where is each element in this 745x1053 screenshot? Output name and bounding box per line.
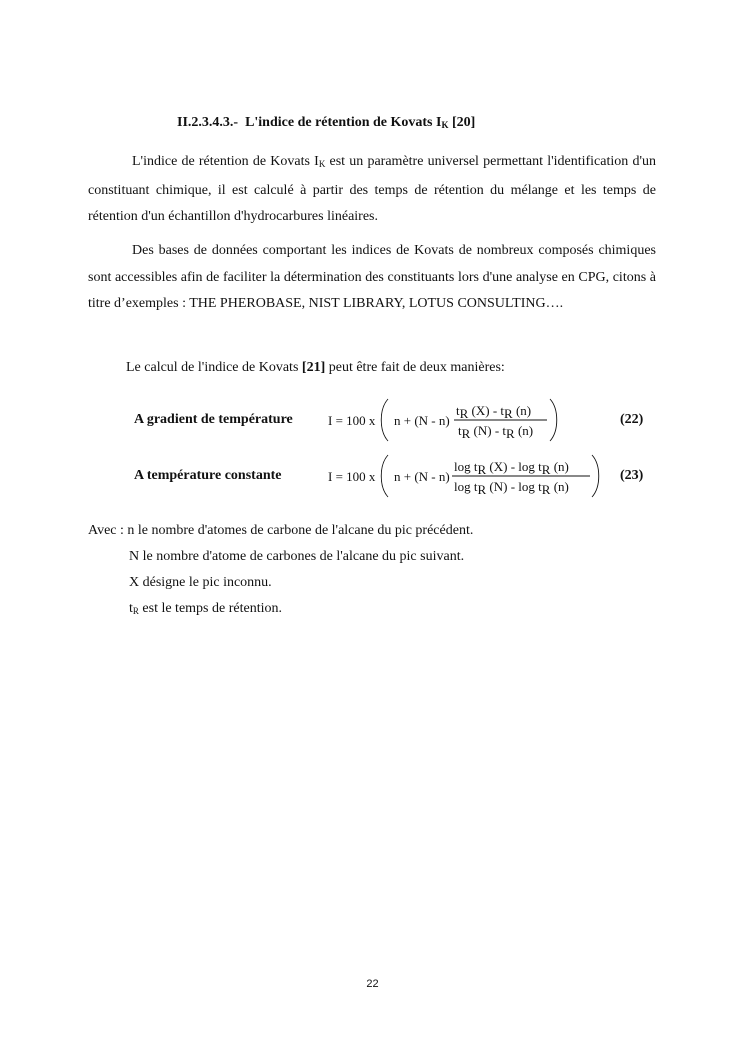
formula-label-gradient: A gradient de température bbox=[134, 412, 293, 427]
left-parenthesis bbox=[381, 455, 388, 497]
section-number: II.2.3.4.3.- bbox=[177, 115, 239, 130]
formula-term: n + (N - n) bbox=[394, 469, 450, 484]
paragraph3-text-start: Le calcul de l'indice de Kovats bbox=[126, 360, 302, 375]
paragraph-definition bbox=[88, 149, 656, 231]
definition-N: N le nombre d'atome de carbones de l'alcane du pic suivant. bbox=[129, 549, 465, 564]
formula-constant-svg bbox=[328, 453, 618, 499]
fraction-numerator: log tR (X) - log tR (n) bbox=[454, 459, 569, 477]
paragraph1-text-start: L'indice de rétention de Kovats I bbox=[132, 154, 319, 169]
paragraph-databases: Des bases de données comportant les indices de Kovats de nombreux composés chimiques sont accessibles afin de faciliter la détermination des constituants lors d'une analyse en CPG, citons à titre d’exemples : THE PHEROBASE, NIST LIBRARY, LOTUS CONSULTING…. bbox=[88, 243, 656, 311]
section-title: L'indice de rétention de Kovats I bbox=[245, 115, 442, 130]
left-parenthesis bbox=[381, 399, 388, 441]
page-number: 22 bbox=[366, 978, 379, 990]
formula-label-constant: A température constante bbox=[134, 468, 282, 483]
section-reference: [20] bbox=[451, 115, 476, 130]
fraction-denominator: tR (N) - tR (n) bbox=[458, 423, 534, 441]
formula-constant bbox=[328, 453, 618, 499]
paragraph1-text-end: est un paramètre universel permettant l'identification d'un constituant chimique, il est calculé à partir des temps de rétention du mélange et les temps de rétention d'un échantillon d'hydrocarbures linéaires. bbox=[88, 154, 656, 224]
tr-subscript: R bbox=[132, 606, 139, 616]
fraction-numerator: tR (X) - tR (n) bbox=[456, 403, 532, 421]
definition-tR bbox=[88, 596, 473, 624]
paragraph3-text-end: peut être fait de deux manières: bbox=[325, 360, 505, 375]
definitions-list bbox=[88, 518, 473, 624]
formula-number-23: (23) bbox=[620, 468, 644, 483]
section-heading bbox=[177, 115, 475, 131]
right-parenthesis bbox=[592, 455, 599, 497]
paragraph3-reference: [21] bbox=[301, 360, 326, 375]
formula-gradient bbox=[328, 397, 618, 443]
paragraph-calculation-intro bbox=[126, 355, 505, 381]
formula-term: n + (N - n) bbox=[394, 413, 450, 428]
formula-number-22: (22) bbox=[620, 412, 644, 427]
paragraph1-subscript: K bbox=[318, 159, 326, 169]
formula-lhs: I = 100 x bbox=[328, 413, 376, 428]
formula-gradient-svg bbox=[328, 397, 618, 443]
definition-X: X désigne le pic inconnu. bbox=[129, 575, 272, 590]
fraction-denominator: log tR (N) - log tR (n) bbox=[454, 479, 569, 497]
formula-lhs: I = 100 x bbox=[328, 469, 376, 484]
right-parenthesis bbox=[550, 399, 557, 441]
section-title-subscript: K bbox=[441, 120, 449, 130]
tr-symbol: t bbox=[129, 601, 133, 616]
definition-n: Avec : n le nombre d'atomes de carbone de l'alcane du pic précédent. bbox=[88, 523, 474, 538]
tr-definition-text: est le temps de rétention. bbox=[138, 601, 282, 616]
